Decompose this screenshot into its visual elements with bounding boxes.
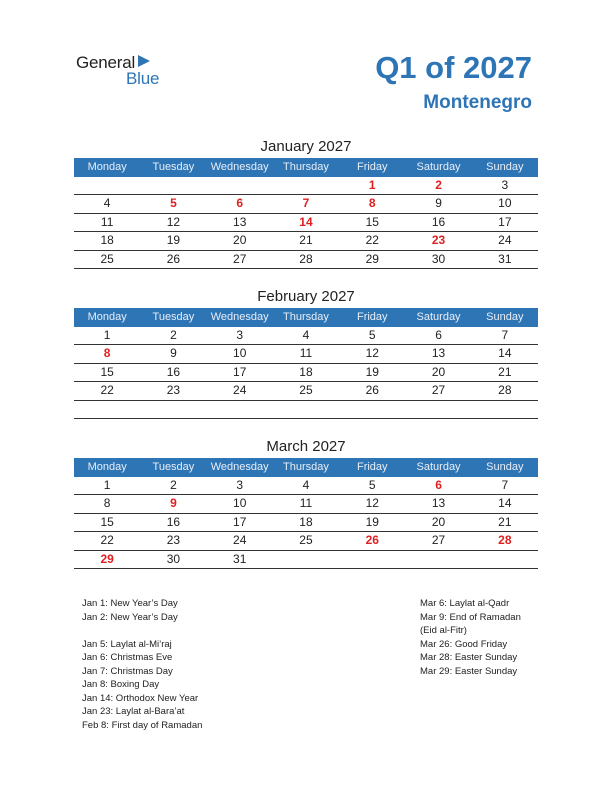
weekday-label: Sunday (486, 311, 524, 323)
holiday-entry: (Eid al-Fitr) (420, 625, 467, 636)
weekday-label: Saturday (416, 461, 461, 473)
day-cell: 19 (365, 514, 379, 529)
day-cell: 10 (233, 346, 247, 361)
day-cell: 5 (368, 478, 376, 492)
holiday-entry: Jan 23: Laylat al-Bara’at (82, 706, 185, 717)
day-cell: 19 (166, 233, 181, 248)
day-cell: 21 (498, 364, 512, 379)
holiday-entry: Mar 6: Laylat al-Qadr (420, 598, 510, 609)
week-row (74, 495, 538, 513)
day-cell: 25 (100, 251, 114, 266)
logo-blue-text: Blue (126, 69, 160, 88)
day-cell (74, 401, 140, 418)
day-cell: 31 (498, 251, 512, 266)
day-cell: 15 (100, 364, 114, 379)
day-cell: 16 (166, 364, 181, 379)
weekday-label: Friday (356, 461, 388, 473)
day-cell: 11 (100, 214, 114, 229)
day-cell: 29 (365, 251, 379, 266)
day-cell: 28 (498, 533, 512, 548)
day-cell: 6 (435, 478, 442, 492)
week-row (74, 364, 538, 382)
day-cell: 5 (170, 196, 177, 211)
day-cell: 11 (299, 346, 313, 361)
day-cell: 15 (100, 514, 114, 529)
day-cell: 4 (302, 478, 310, 492)
weekday-label: Wednesday (210, 311, 269, 323)
day-cell: 16 (166, 514, 181, 529)
day-cell: 12 (365, 346, 379, 361)
day-cell: 13 (431, 346, 446, 361)
holiday-entry: Jan 6: Christmas Eve (82, 652, 173, 663)
holiday-entry (82, 624, 202, 638)
day-cell: 31 (233, 551, 247, 566)
holiday-entry: Mar 26: Good Friday (420, 638, 508, 650)
day-cell: 30 (166, 551, 181, 566)
holiday-list-left (82, 597, 202, 732)
day-cell: 29 (100, 551, 114, 566)
day-cell: 22 (100, 383, 114, 398)
weekday-header (74, 308, 538, 327)
day-cell (472, 551, 538, 568)
day-cell: 2 (435, 178, 442, 192)
day-cell (140, 177, 206, 194)
weekday-label: Wednesday (210, 461, 269, 473)
week-row (74, 345, 538, 363)
week-row (74, 177, 538, 195)
day-cell: 1 (103, 478, 111, 492)
day-cell: 20 (431, 364, 446, 379)
day-cell: 26 (365, 533, 379, 548)
day-cell: 4 (103, 196, 111, 211)
day-cell (207, 401, 273, 418)
day-cell: 14 (498, 346, 512, 361)
day-cell: 24 (498, 233, 512, 248)
day-cell: 19 (365, 364, 379, 379)
day-cell: 24 (233, 533, 247, 548)
weekday-label: Tuesday (152, 161, 195, 173)
day-cell: 16 (431, 214, 446, 229)
day-cell: 17 (233, 364, 247, 379)
week-row (74, 551, 538, 569)
month-calendar-march (74, 436, 538, 569)
day-cell: 14 (498, 496, 512, 511)
day-cell: 27 (431, 533, 446, 548)
day-cell: 1 (103, 328, 111, 342)
holiday-entry: Jan 8: Boxing Day (82, 679, 160, 690)
day-cell: 1 (368, 178, 376, 192)
day-cell: 5 (368, 328, 376, 342)
week-row (74, 532, 538, 550)
weekday-label: Friday (356, 311, 388, 323)
day-cell (339, 401, 405, 418)
holiday-entry: Jan 5: Laylat al-Mi’raj (82, 638, 172, 650)
day-cell: 2 (170, 478, 177, 492)
week-row (74, 195, 538, 213)
day-cell: 27 (431, 383, 446, 398)
weekday-header (74, 458, 538, 477)
day-cell: 7 (501, 478, 509, 492)
day-cell: 8 (103, 496, 111, 511)
holiday-entry: Feb 8: First day of Ramadan (82, 719, 203, 731)
day-cell: 13 (233, 214, 247, 229)
day-cell: 6 (236, 196, 244, 211)
month-title: March 2027 (266, 438, 346, 455)
day-cell: 22 (365, 233, 379, 248)
holiday-entry: Jan 7: Christmas Day (82, 665, 173, 677)
holiday-entry: Mar 28: Easter Sunday (420, 652, 518, 663)
day-cell: 23 (431, 233, 446, 248)
weekday-label: Saturday (416, 311, 461, 323)
day-cell: 18 (100, 233, 114, 248)
weekday-label: Thursday (283, 311, 329, 323)
day-cell: 18 (299, 364, 313, 379)
day-cell: 18 (299, 514, 313, 529)
day-cell (405, 401, 471, 418)
week-row (74, 214, 538, 232)
day-cell: 7 (302, 196, 310, 211)
day-cell: 26 (365, 383, 379, 398)
day-cell: 21 (498, 514, 512, 529)
day-cell (207, 177, 273, 194)
weekday-label: Sunday (486, 461, 524, 473)
month-calendar-january (74, 136, 538, 269)
month-calendar-february (74, 286, 538, 419)
day-cell: 3 (501, 178, 509, 192)
day-cell (472, 401, 538, 418)
weekday-label: Wednesday (210, 161, 269, 173)
day-cell: 8 (103, 346, 111, 361)
day-cell: 30 (431, 251, 446, 266)
holiday-list-right (420, 597, 521, 678)
day-cell: 24 (233, 383, 247, 398)
day-cell: 3 (236, 478, 244, 492)
day-cell: 3 (236, 328, 244, 342)
day-cell (405, 551, 471, 568)
day-cell: 6 (435, 328, 442, 342)
day-cell (273, 177, 339, 194)
day-cell (273, 401, 339, 418)
weekday-label: Tuesday (152, 311, 195, 323)
week-row (74, 401, 538, 419)
day-cell: 10 (233, 496, 247, 511)
logo-flag-icon (137, 54, 151, 68)
day-cell: 15 (365, 214, 379, 229)
day-cell: 17 (233, 514, 247, 529)
holiday-entry: Jan 14: Orthodox New Year (82, 692, 199, 704)
week-row (74, 477, 538, 495)
month-title: February 2027 (257, 288, 355, 305)
day-cell: 9 (435, 196, 442, 211)
page-title: Q1 of 2027 (375, 50, 532, 85)
day-cell: 14 (299, 214, 313, 229)
day-cell: 10 (498, 196, 512, 211)
holiday-entry: Mar 9: End of Ramadan (420, 611, 521, 623)
logo-general-text: General (76, 53, 136, 72)
brand-logo (76, 52, 176, 88)
holiday-entry: Jan 2: New Year’s Day (82, 611, 178, 623)
day-cell: 21 (299, 233, 313, 248)
day-cell (74, 177, 140, 194)
weekday-label: Saturday (416, 161, 461, 173)
day-cell: 4 (302, 328, 310, 342)
weekday-label: Thursday (283, 161, 329, 173)
day-cell: 22 (100, 533, 114, 548)
country-name: Montenegro (423, 92, 532, 113)
day-cell: 23 (166, 533, 181, 548)
day-cell: 27 (233, 251, 247, 266)
holiday-entry: Jan 1: New Year’s Day (82, 598, 178, 609)
day-cell: 28 (299, 251, 313, 266)
week-row (74, 382, 538, 400)
day-cell: 12 (166, 214, 181, 229)
day-cell: 12 (365, 496, 379, 511)
weekday-label: Sunday (486, 161, 524, 173)
day-cell: 17 (498, 214, 512, 229)
week-row (74, 327, 538, 345)
day-cell (273, 551, 339, 568)
day-cell: 20 (233, 233, 247, 248)
holiday-entry: Mar 29: Easter Sunday (420, 665, 518, 677)
weekday-label: Monday (87, 311, 127, 323)
day-cell: 28 (498, 383, 512, 398)
day-cell: 11 (299, 496, 313, 511)
month-title: January 2027 (260, 138, 352, 155)
day-cell: 7 (501, 328, 509, 342)
weekday-label: Monday (87, 461, 127, 473)
day-cell (140, 401, 206, 418)
day-cell: 26 (166, 251, 181, 266)
day-cell (339, 551, 405, 568)
day-cell: 23 (166, 383, 181, 398)
day-cell: 8 (368, 196, 376, 211)
day-cell: 25 (299, 533, 313, 548)
weekday-label: Friday (356, 161, 388, 173)
day-cell: 20 (431, 514, 446, 529)
day-cell: 9 (170, 346, 177, 361)
weekday-label: Monday (87, 161, 127, 173)
weekday-label: Tuesday (152, 461, 195, 473)
week-row (74, 251, 538, 269)
day-cell: 2 (170, 328, 177, 342)
weekday-header (74, 158, 538, 177)
weekday-label: Thursday (283, 461, 329, 473)
week-row (74, 514, 538, 532)
day-cell: 9 (170, 496, 177, 511)
week-row (74, 232, 538, 250)
day-cell: 13 (431, 496, 446, 511)
day-cell: 25 (299, 383, 313, 398)
